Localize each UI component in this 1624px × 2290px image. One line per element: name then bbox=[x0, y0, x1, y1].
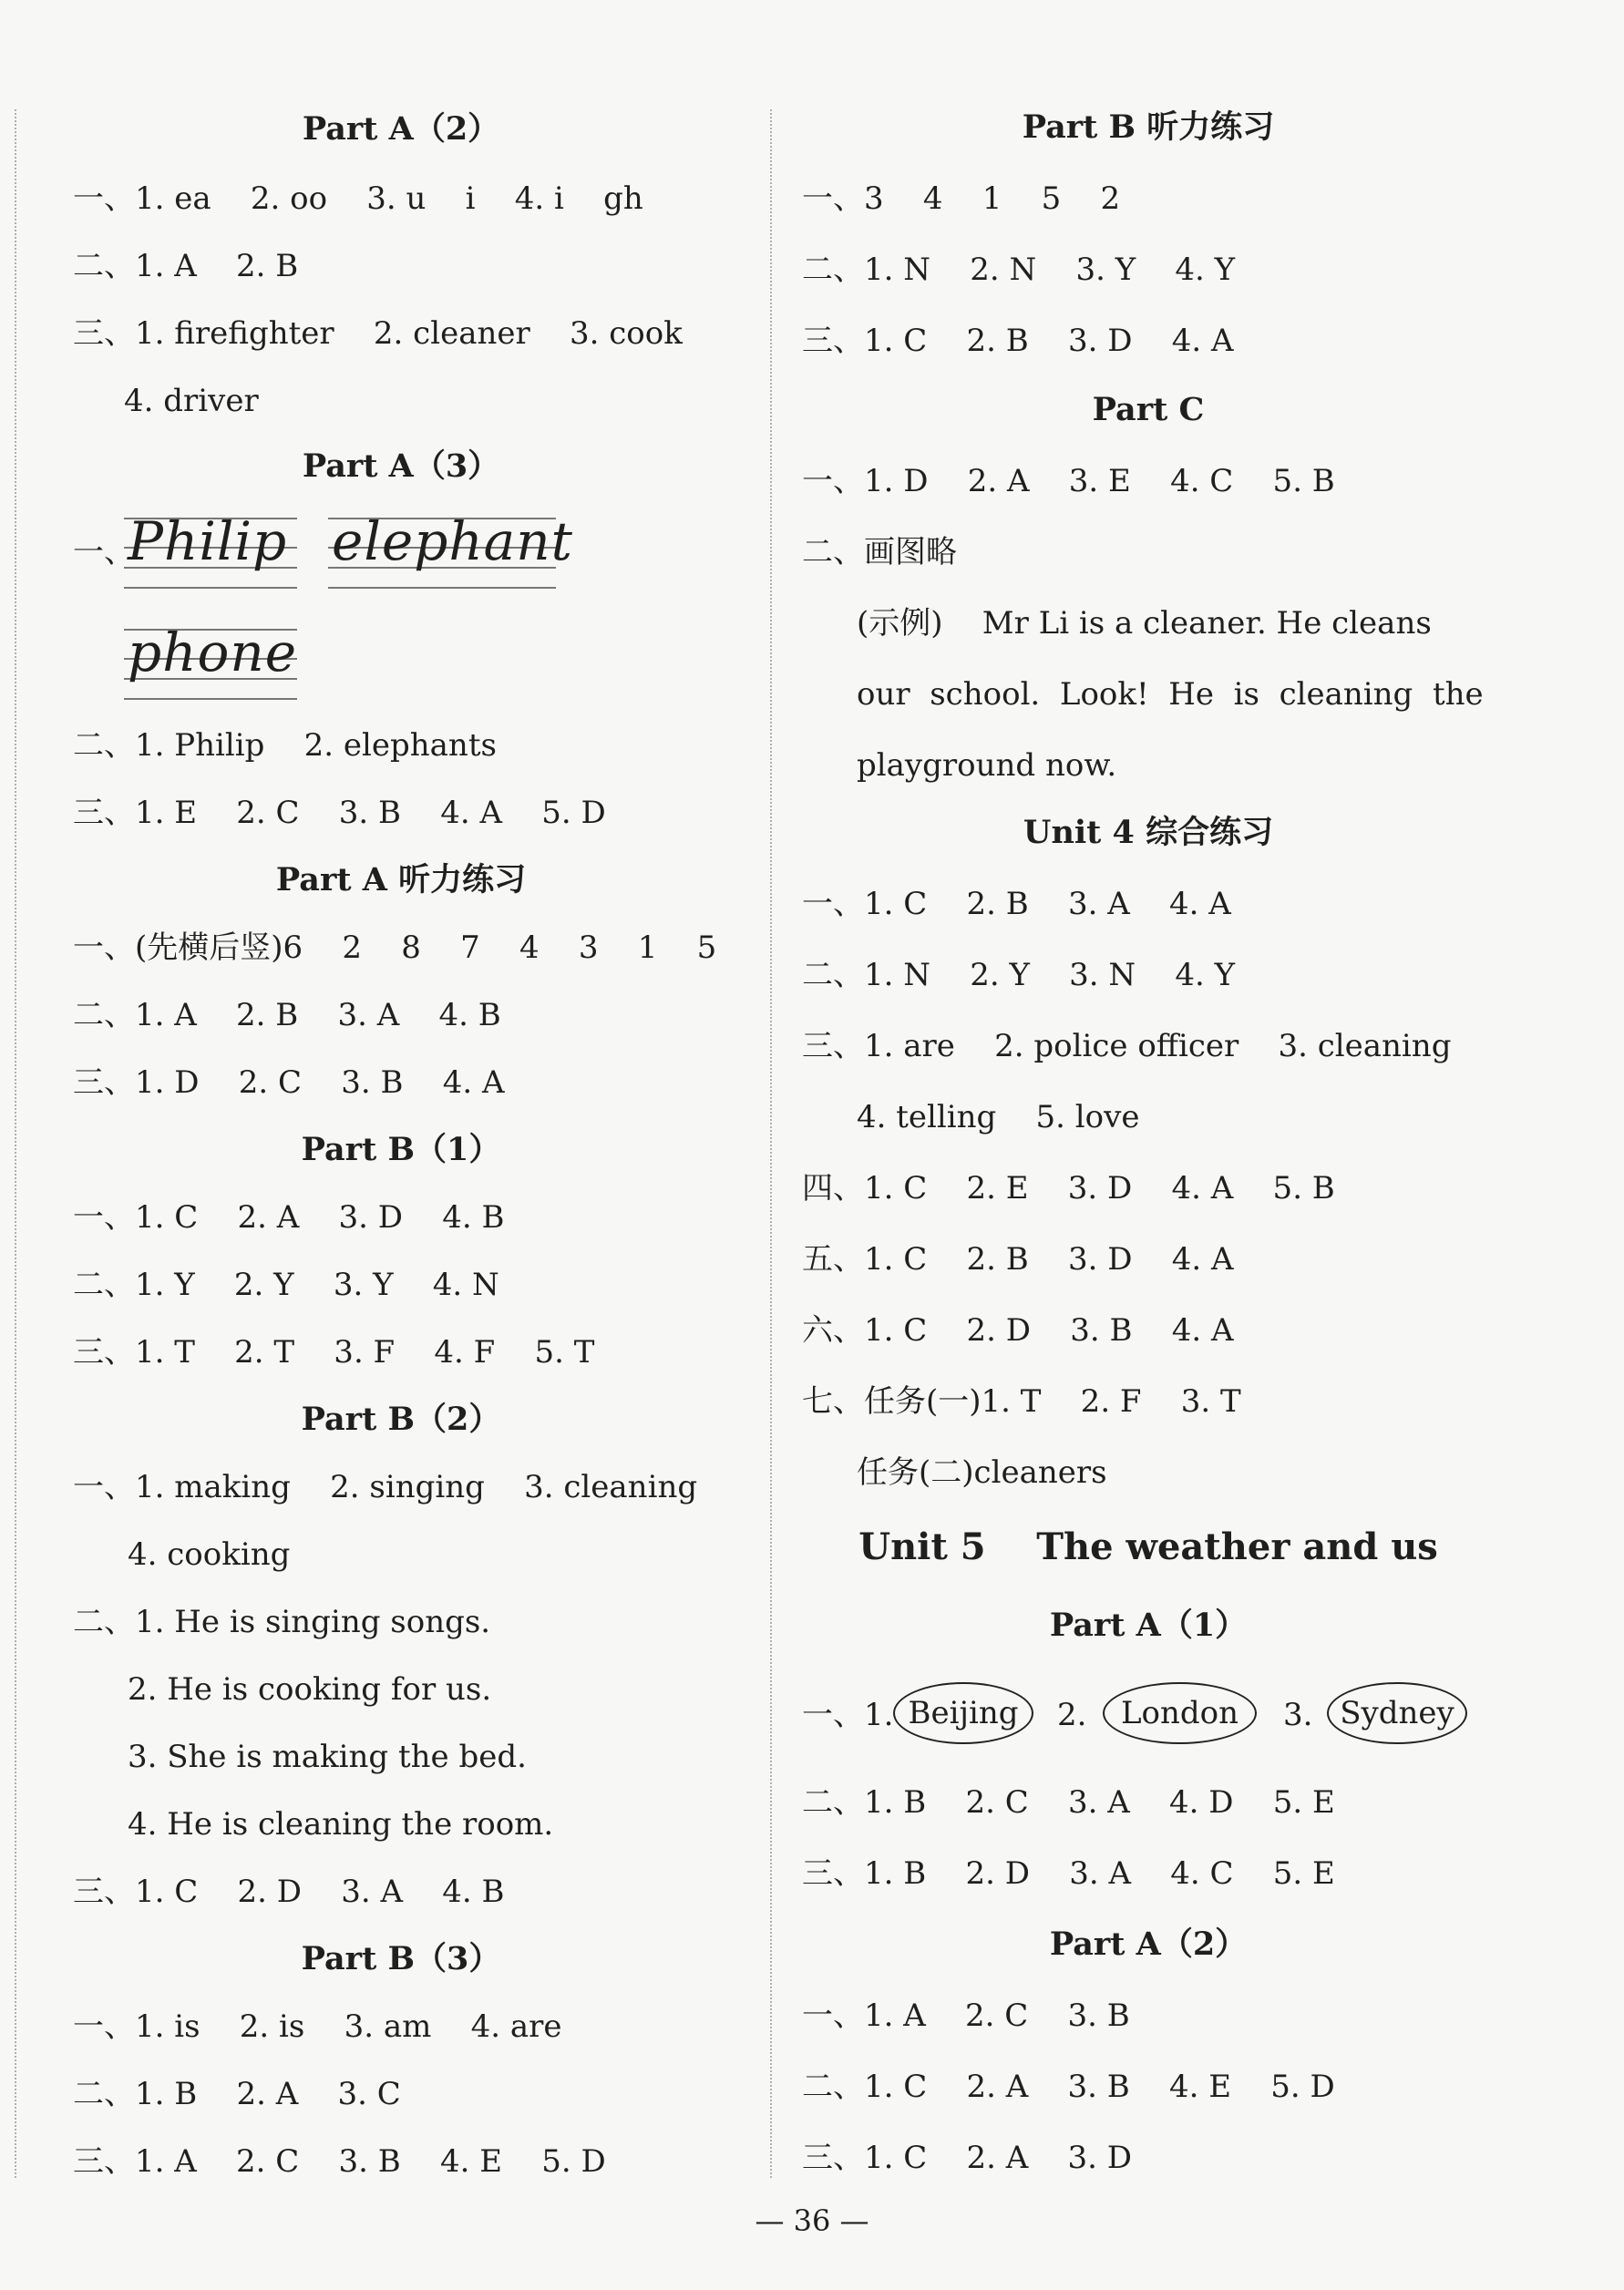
heading-part-a-3: Part A（3） bbox=[302, 447, 500, 485]
answer-row: 二、画图略 bbox=[802, 534, 957, 570]
answer-row: 三、1. are 2. police officer 3. cleaning bbox=[802, 1028, 1452, 1064]
answer-row: 二、1. N 2. N 3. Y 4. Y bbox=[802, 252, 1236, 288]
answer-row: 3. She is making the bed. bbox=[128, 1739, 527, 1775]
answer-row: 三、1. C 2. D 3. A 4. B bbox=[73, 1874, 505, 1910]
answer-row: 三、1. T 2. T 3. F 4. F 5. T bbox=[73, 1334, 595, 1371]
answer-row: 五、1. C 2. B 3. D 4. A bbox=[802, 1241, 1234, 1278]
answer-row: 六、1. C 2. D 3. B 4. A bbox=[802, 1312, 1234, 1349]
answer-row: 一、(先横后竖)6 2 8 7 4 3 1 5 bbox=[73, 929, 717, 966]
heading-unit-5-title: Unit 5 The weather and us bbox=[858, 1525, 1438, 1568]
answer-row: 二、1. N 2. Y 3. N 4. Y bbox=[802, 957, 1236, 993]
answer-row: 一、1. making 2. singing 3. cleaning bbox=[73, 1469, 698, 1505]
heading-part-b-3: Part B（3） bbox=[301, 1940, 501, 1977]
answer-row: 一、1. ea 2. oo 3. u i 4. i gh bbox=[73, 180, 643, 217]
heading-part-a-listening: Part A 听力练习 bbox=[275, 861, 527, 899]
answer-row: 三、1. firefighter 2. cleaner 3. cook bbox=[73, 315, 683, 352]
answer-row: 一、3 4 1 5 2 bbox=[802, 180, 1121, 217]
answer-row: 二、1. B 2. A 3. C bbox=[73, 2076, 401, 2112]
answer-row: 三、1. E 2. C 3. B 4. A 5. D bbox=[73, 795, 606, 831]
answer-row: 一、1. D 2. A 3. E 4. C 5. B bbox=[802, 463, 1335, 499]
answer-row: 任务(二)cleaners bbox=[857, 1454, 1107, 1491]
page-number: — 36 — bbox=[755, 2203, 869, 2238]
writing-guide-line bbox=[328, 587, 556, 589]
answer-row: 二、1. B 2. C 3. A 4. D 5. E bbox=[802, 1784, 1335, 1821]
handwritten-word-phone: phone bbox=[128, 621, 298, 683]
handwritten-word-philip: Philip bbox=[128, 510, 288, 572]
writing-guide-line bbox=[124, 698, 297, 700]
heading-part-b-listening: Part B 听力练习 bbox=[1022, 108, 1275, 146]
answer-row: 二、1. He is singing songs. bbox=[73, 1604, 491, 1640]
answer-row: 三、1. A 2. C 3. B 4. E 5. D bbox=[73, 2143, 606, 2180]
answer-row: 四、1. C 2. E 3. D 4. A 5. B bbox=[802, 1170, 1335, 1207]
circled-answer-beijing: Beijing bbox=[893, 1682, 1033, 1744]
item-number: 3. bbox=[1283, 1697, 1313, 1733]
heading-unit-4-review: Unit 4 综合练习 bbox=[1023, 814, 1274, 851]
answer-row-prefix: 一、1. bbox=[802, 1697, 894, 1733]
answer-row: 二、1. A 2. B 3. A 4. B bbox=[73, 997, 501, 1033]
answer-row: 三、1. C 2. B 3. D 4. A bbox=[802, 323, 1234, 359]
answer-row: our school. Look! He is cleaning the bbox=[857, 676, 1484, 713]
heading-part-b-1: Part B（1） bbox=[301, 1131, 501, 1168]
heading-unit-5-part-a-2: Part A（2） bbox=[1049, 1925, 1248, 1963]
answer-row: 一、1. C 2. B 3. A 4. A bbox=[802, 886, 1231, 922]
answer-row: 4. cooking bbox=[128, 1536, 291, 1573]
heading-part-a-2: Part A（2） bbox=[302, 110, 500, 148]
answer-row: 二、1. A 2. B bbox=[73, 248, 299, 284]
answer-row: 4. driver bbox=[124, 383, 259, 419]
answer-row: 二、1. C 2. A 3. B 4. E 5. D bbox=[802, 2069, 1335, 2105]
answer-row: playground now. bbox=[857, 747, 1117, 784]
answer-row: 4. telling 5. love bbox=[857, 1099, 1140, 1135]
circled-answer-sydney: Sydney bbox=[1327, 1682, 1467, 1744]
heading-unit-5-part-a-1: Part A（1） bbox=[1049, 1607, 1248, 1644]
item-number: 2. bbox=[1057, 1697, 1087, 1733]
answer-row: (示例) Mr Li is a cleaner. He cleans bbox=[857, 605, 1432, 642]
answer-row: 二、1. Y 2. Y 3. Y 4. N bbox=[73, 1267, 499, 1303]
answer-row: 二、1. Philip 2. elephants bbox=[73, 727, 497, 764]
writing-guide-line bbox=[124, 587, 297, 589]
answer-row: 4. He is cleaning the room. bbox=[128, 1806, 554, 1843]
heading-part-c: Part C bbox=[1092, 391, 1205, 428]
answer-row: 2. He is cooking for us. bbox=[128, 1671, 492, 1708]
answer-row-prefix: 一、 bbox=[73, 534, 135, 570]
handwritten-word-elephant: elephant bbox=[332, 510, 573, 572]
answer-row: 一、1. A 2. C 3. B bbox=[802, 1997, 1130, 2034]
answer-row: 三、1. B 2. D 3. A 4. C 5. E bbox=[802, 1855, 1335, 1892]
right-column bbox=[784, 0, 1604, 2178]
circled-answer-london: London bbox=[1103, 1682, 1257, 1744]
answer-row: 一、1. C 2. A 3. D 4. B bbox=[73, 1199, 505, 1236]
answer-row: 三、1. C 2. A 3. D bbox=[802, 2140, 1133, 2176]
answer-row: 七、任务(一)1. T 2. F 3. T bbox=[802, 1383, 1241, 1420]
left-column bbox=[0, 0, 775, 2178]
answer-row: 三、1. D 2. C 3. B 4. A bbox=[73, 1064, 505, 1101]
answer-row: 一、1. is 2. is 3. am 4. are bbox=[73, 2008, 562, 2045]
heading-part-b-2: Part B（2） bbox=[301, 1401, 501, 1438]
